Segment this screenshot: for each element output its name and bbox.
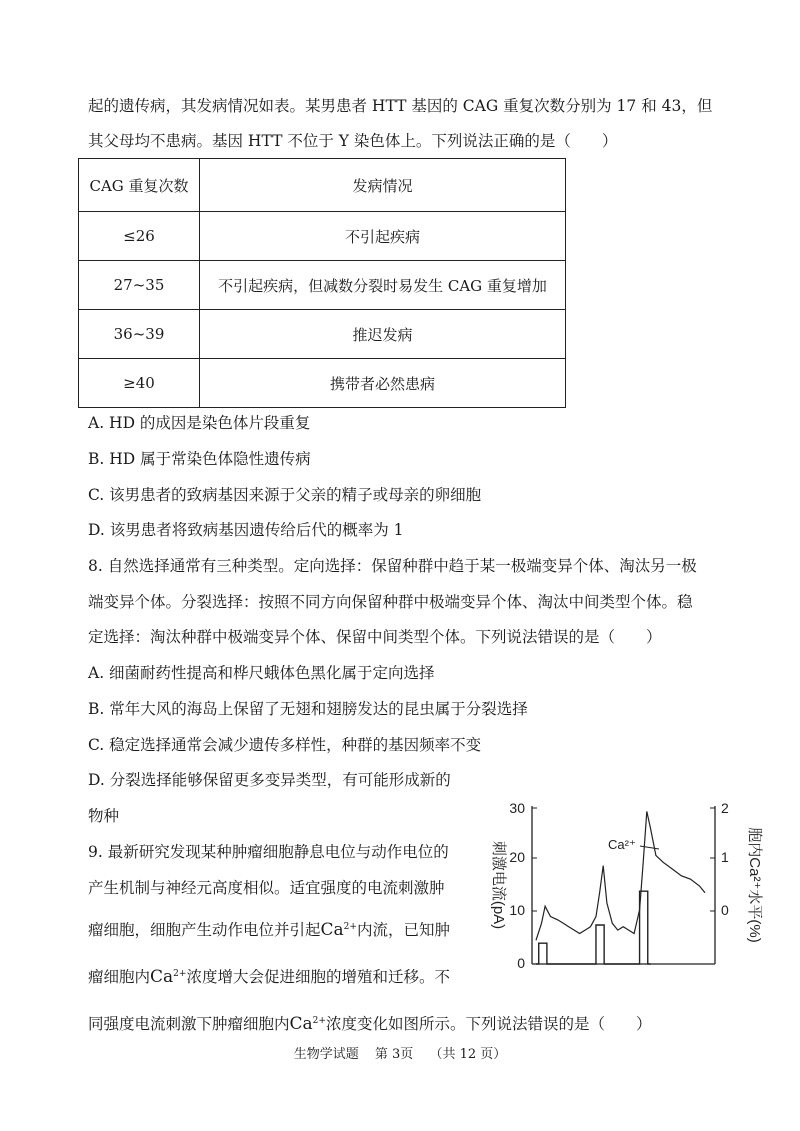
table-row	[79, 261, 566, 310]
table-cell: ≥40	[79, 359, 200, 408]
ca-charge: 2+	[343, 921, 357, 932]
right-tick-label: 2	[721, 800, 729, 816]
table-row	[79, 359, 566, 408]
q9-text: 浓度变化如图所示。下列说法错误的是（ ）	[325, 1015, 652, 1033]
table-cell: 27~35	[79, 261, 200, 310]
intro-line-1: 起的遗传病，其发病情况如表。某男患者 HTT 基因的 CAG 重复次数分别为 17 和 43，但	[88, 97, 713, 115]
table-row	[79, 310, 566, 359]
q9-line-2: 产生机制与神经元高度相似。适宜强度的电流刺激肿	[88, 879, 445, 897]
q9-text: 内流，已知肿	[356, 921, 450, 939]
right-tick-label: 1	[721, 849, 729, 865]
q9-text: 瘤细胞内	[88, 968, 151, 986]
ca-symbol: Ca	[289, 1014, 313, 1034]
q9-line-1: 9. 最新研究发现某种肿瘤细胞静息电位与动作电位的	[88, 843, 449, 861]
table-cell: 推迟发病	[200, 310, 566, 359]
left-tick-label: 0	[517, 955, 525, 971]
calcium-level-trace	[536, 811, 705, 940]
stimulus-trace	[536, 891, 650, 964]
table-cell: 不引起疾病，但减数分裂时易发生 CAG 重复增加	[200, 261, 566, 310]
q8-line-3: 定选择：淘汰种群中极端变异个体、保留中间类型个体。下列说法错误的是（ ）	[88, 628, 662, 646]
table-cell: 不引起疾病	[200, 212, 566, 261]
q9-line-4	[88, 967, 450, 987]
q9-line-3	[88, 920, 450, 940]
page-footer	[0, 1043, 800, 1062]
ca-charge: 2+	[312, 1015, 326, 1026]
q7-option-d: D. 该男患者将致病基因遗传给后代的概率为 1	[88, 521, 404, 539]
left-tick-label: 20	[509, 849, 525, 865]
ca-annotation-pointer	[640, 846, 659, 849]
table-cell: 36~39	[79, 310, 200, 359]
q8-line-2: 端变异个体。分裂选择：按照不同方向保留种群中极端变异个体、淘汰中间类型个体。稳	[88, 593, 693, 611]
cag-table	[78, 158, 566, 408]
ca-symbol: Ca	[320, 920, 344, 940]
q9-text: 瘤细胞，细胞产生动作电位并引起	[88, 921, 321, 939]
intro-line-2: 其父母均不患病。基因 HTT 不位于 Y 染色体上。下列说法正确的是（ ）	[88, 132, 618, 150]
footer-total: （共 12 页）	[429, 1047, 507, 1062]
table-row	[79, 212, 566, 261]
q8-option-a: A. 细菌耐药性提高和桦尺蛾体色黑化属于定向选择	[88, 664, 435, 682]
q8-option-d: D. 分裂选择能够保留更多变异类型，有可能形成新的	[88, 771, 451, 789]
table-cell: ≤26	[79, 212, 200, 261]
q9-line-5	[88, 1014, 651, 1034]
table-cell: 携带者必然患病	[200, 359, 566, 408]
q9-text: 同强度电流刺激下肿瘤细胞内	[88, 1015, 290, 1033]
q7-option-b: B. HD 属于常染色体隐性遗传病	[88, 450, 311, 468]
ca-symbol: Ca	[150, 967, 174, 987]
right-axis-title: 胞内Ca²⁺水平(%)	[746, 827, 763, 943]
footer-subject: 生物学试题	[293, 1047, 359, 1062]
table-header-row	[79, 159, 566, 212]
table-header-repeats: CAG 重复次数	[79, 159, 200, 212]
q7-option-c: C. 该男患者的致病基因来源于父亲的精子或母亲的卵细胞	[88, 486, 482, 504]
right-tick-label: 0	[721, 902, 729, 918]
left-tick-label: 30	[509, 800, 525, 816]
q8-option-c: C. 稳定选择通常会减少遗传多样性，种群的基因频率不变	[88, 736, 482, 754]
q8-line-1: 8. 自然选择通常有三种类型。定向选择：保留种群中趋于某一极端变异个体、淘汰另一极	[88, 557, 697, 575]
ca-charge: 2+	[173, 968, 187, 979]
left-tick-label: 10	[509, 902, 525, 918]
calcium-chart	[480, 796, 770, 976]
table-header-status: 发病情况	[200, 159, 566, 212]
footer-page: 第 3页	[374, 1047, 414, 1062]
q7-option-a: A. HD 的成因是染色体片段重复	[88, 414, 311, 432]
q8-option-b: B. 常年大风的海岛上保留了无翅和翅膀发达的昆虫属于分裂选择	[88, 700, 528, 718]
q9-text: 浓度增大会促进细胞的增殖和迁移。不	[186, 968, 450, 986]
left-axis-title: 刺激电流(pA)	[490, 840, 507, 930]
ca-annotation-label: Ca²⁺	[608, 837, 636, 852]
q8-option-d-cont: 物种	[88, 807, 120, 825]
